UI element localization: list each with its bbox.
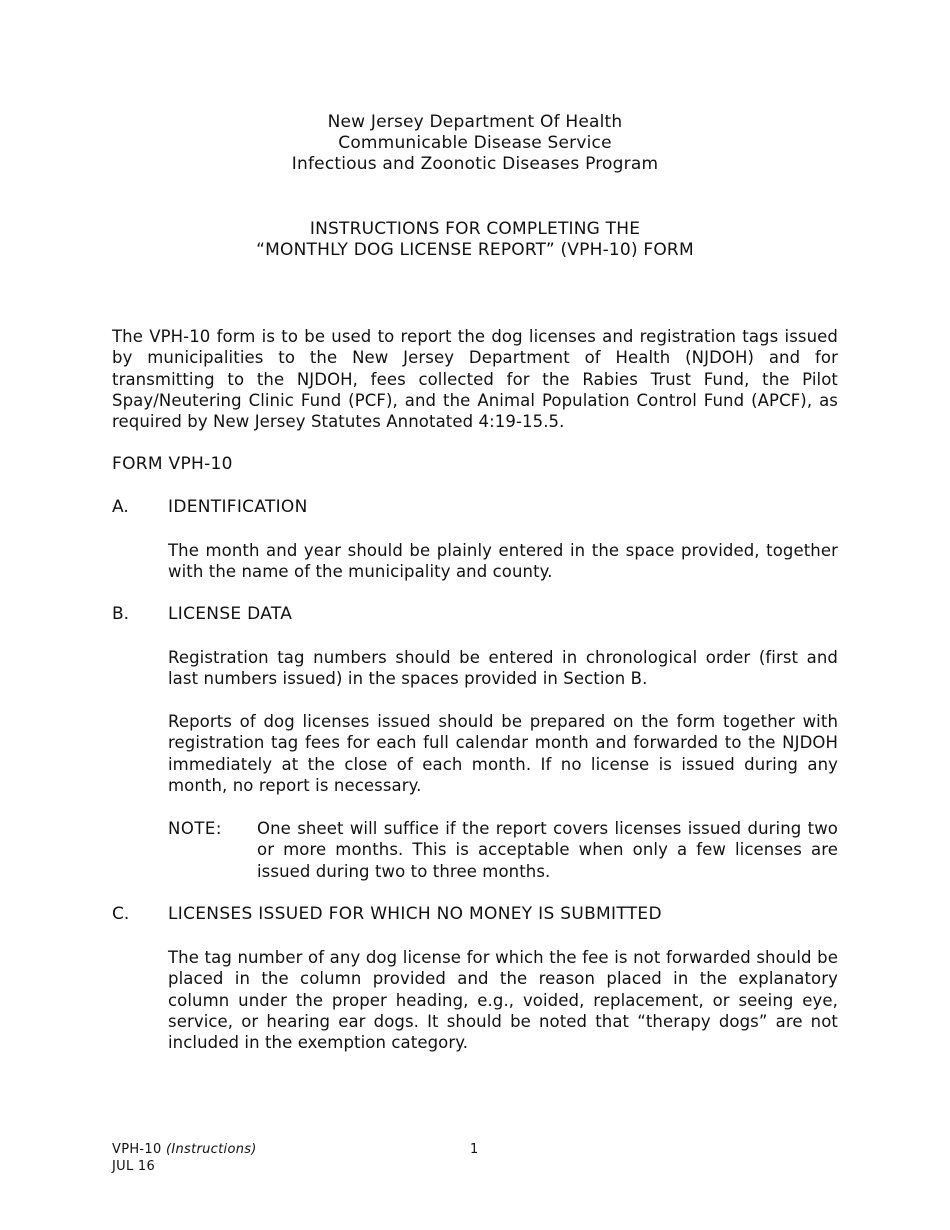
section-c-letter: C. bbox=[112, 904, 130, 924]
footer-form-note: (Instructions) bbox=[165, 1142, 257, 1157]
title-line-1: INSTRUCTIONS FOR COMPLETING THE bbox=[309, 219, 641, 239]
program-name: Infectious and Zoonotic Diseases Program bbox=[291, 154, 659, 174]
service-name: Communicable Disease Service bbox=[338, 133, 612, 153]
form-label: FORM VPH-10 bbox=[112, 454, 233, 474]
section-b-text-1: Registration tag numbers should be entered in chronological order (first and last numbers issued) in the spaces provided in Section B. bbox=[168, 648, 838, 689]
section-b-letter: B. bbox=[112, 604, 130, 624]
section-a-text: The month and year should be plainly entered in the space provided, together with the name of the municipality and county. bbox=[168, 541, 838, 582]
section-c-heading: LICENSES ISSUED FOR WHICH NO MONEY IS SUBMITTED bbox=[168, 904, 662, 924]
note-label: NOTE: bbox=[168, 819, 222, 838]
footer-form-id bbox=[112, 1141, 257, 1158]
agency-name: New Jersey Department Of Health bbox=[327, 112, 623, 132]
document-title bbox=[112, 219, 838, 261]
footer-date: JUL 16 bbox=[112, 1159, 156, 1174]
section-c-text: The tag number of any dog license for which the fee is not forwarded should be placed in the column provided and the reason placed in the explanatory column under the proper heading, e.g., voided, replacement, or seeing eye, service, or hearing ear dogs. It should be noted that “therapy dogs” are not included in the exemption category. bbox=[168, 948, 838, 1053]
note-text: One sheet will suffice if the report covers licenses issued during two or more months. This is acceptable when only a few licenses are issued during two to three months. bbox=[257, 819, 838, 881]
title-line-2: “MONTHLY DOG LICENSE REPORT” (VPH-10) FORM bbox=[256, 240, 694, 260]
section-a-heading: IDENTIFICATION bbox=[168, 497, 308, 517]
section-a-letter: A. bbox=[112, 497, 129, 517]
section-b-text-2: Reports of dog licenses issued should be prepared on the form together with registration tag fees for each full calendar month and forwarded to the NJDOH immediately at the close of each month. If no license is issued during any month, no report is necessary. bbox=[168, 712, 838, 795]
page-number: 1 bbox=[470, 1142, 479, 1157]
footer-form-code: VPH-10 bbox=[112, 1142, 162, 1157]
section-b-heading: LICENSE DATA bbox=[168, 604, 293, 624]
agency-header bbox=[112, 112, 838, 175]
intro-paragraph: The VPH-10 form is to be used to report the dog licenses and registration tags issued by municipalities to the New Jersey Department of Health (NJDOH) and for transmitting to the NJDOH, fees collected for the Rabies Trust Fund, the Pilot Spay/Neutering Clinic Fund (PCF), and the Animal Population Control Fund (APCF), as required by New Jersey Statutes Annotated 4:19-15.5. bbox=[112, 327, 838, 432]
